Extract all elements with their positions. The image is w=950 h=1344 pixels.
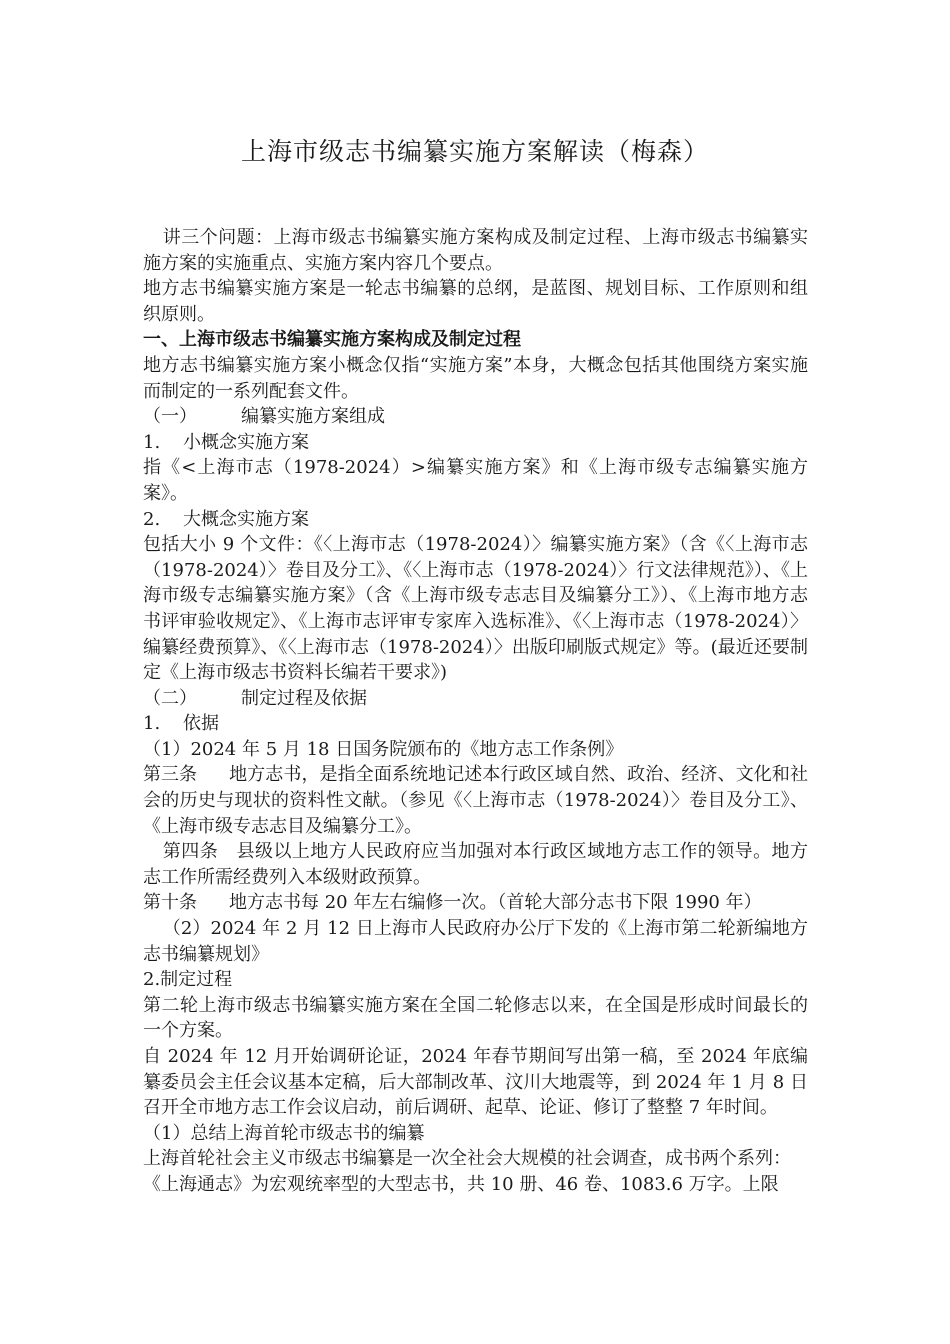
subsection-2-heading — [143, 686, 808, 712]
basis-2: （2）2024 年 2 月 12 日上海市人民政府办公厅下发的《上海市第二轮新编地方志书编纂规划》 — [143, 918, 808, 965]
intro-paragraph-1: 讲三个问题：上海市级志书编纂实施方案构成及制定过程、上海市级志书编纂实施方案的实施重点、实施方案内容几个要点。 — [143, 227, 808, 274]
basis-1: （1）2024 年 5 月 18 日国务院颁布的《地方志工作条例》 — [143, 738, 624, 760]
list-item-2-number: 2. — [143, 508, 161, 530]
list-item-3-number: 1. — [143, 713, 161, 735]
page-title: 上海市级志书编纂实施方案解读（梅森） — [240, 137, 709, 166]
article-10-number: 第十条 — [143, 892, 197, 914]
subsection-1-text: 编纂实施方案组成 — [241, 406, 385, 428]
process-paragraph-2: 自 2024 年 12 月开始调研论证，2024 年春节期间写出第一稿，至 2024 年底编纂委员会主任会议基本定稿，后大部制改革、汶川大地震等，到 2024 年 1 月 8 日召开全市地方志工作会议启动，前后调研、起草、论证、修订了整整 7 年时间。 — [143, 1046, 808, 1119]
list-item-2-text: 大概念实施方案 — [183, 508, 309, 530]
article-10 — [143, 890, 808, 916]
intro-paragraph-2: 地方志书编纂实施方案是一轮志书编纂的总纲，是蓝图、规划目标、工作原则和组织原则。 — [143, 278, 808, 325]
list-item-4: 2.制定过程 — [143, 969, 233, 991]
article-3 — [143, 762, 808, 839]
summary-heading: （1）总结上海首轮市级志书的编纂 — [143, 1122, 425, 1144]
list-item-2-paragraph: 包括大小 9 个文件：《〈上海市志（1978-2024）〉编纂实施方案》（含《〈上海市志（1978-2024）〉卷目及分工》、《〈上海市志（1978-2024）〉行文法律规范》）、《上海市级专志编纂实施方案》（含《上海市级专志志目及编纂分工》）、《上海市地方志书评审验收规定》、《上海市志评审专家库入选标准》、《〈上海市志（1978-2024）〉编纂经费预算》、《〈上海市志（1978-2024）〉出版印刷版式规定》等。(最近还要制定《上海市级志书资料长编若干要求》) — [143, 534, 808, 684]
article-10-text: 地方志书每 20 年左右编修一次。（首轮大部分志书下限 1990 年） — [229, 892, 762, 914]
article-3-number: 第三条 — [143, 764, 197, 786]
summary-paragraph: 上海首轮社会主义市级志书编纂是一次全社会大规模的社会调查，成书两个系列： — [143, 1148, 791, 1170]
list-item-3-text: 依据 — [183, 713, 219, 735]
list-item-1-number: 1. — [143, 431, 161, 453]
article-4: 第四条 县级以上地方人民政府应当加强对本行政区域地方志工作的领导。地方志工作所需经费列入本级财政预算。 — [143, 841, 808, 888]
subsection-1-number: （一） — [143, 406, 197, 428]
list-item-1 — [143, 430, 808, 456]
subsection-2-text: 制定过程及依据 — [241, 687, 367, 709]
document-body — [143, 225, 808, 1198]
section-1-paragraph: 地方志书编纂实施方案小概念仅指“实施方案”本身，大概念包括其他围绕方案实施而制定的一系列配套文件。 — [143, 354, 808, 402]
list-item-2 — [143, 507, 808, 533]
subsection-1-heading — [143, 404, 808, 430]
subsection-2-number: （二） — [143, 687, 197, 709]
list-item-3 — [143, 711, 808, 737]
section-1-heading: 一、上海市级志书编纂实施方案构成及制定过程 — [143, 329, 521, 351]
article-3-text: 地方志书，是指全面系统地记述本行政区域自然、政治、经济、文化和社会的历史与现状的资料性文献。（参见《〈上海市志（1978-2024）〉卷目及分工》、《上海市级专志志目及编纂分工》。 — [143, 764, 808, 837]
tongzhi-paragraph: 《上海通志》为宏观统率型的大型志书，共 10 册、46 卷、1083.6 万字。上限 — [143, 1173, 779, 1195]
list-item-1-paragraph: 指《<上海市志（1978-2024）>编纂实施方案》和《上海市级专志编纂实施方案》。 — [143, 457, 808, 504]
list-item-1-text: 小概念实施方案 — [183, 431, 309, 453]
process-paragraph-1: 第二轮上海市级志书编纂实施方案在全国二轮修志以来，在全国是形成时间最长的一个方案。 — [143, 994, 808, 1042]
